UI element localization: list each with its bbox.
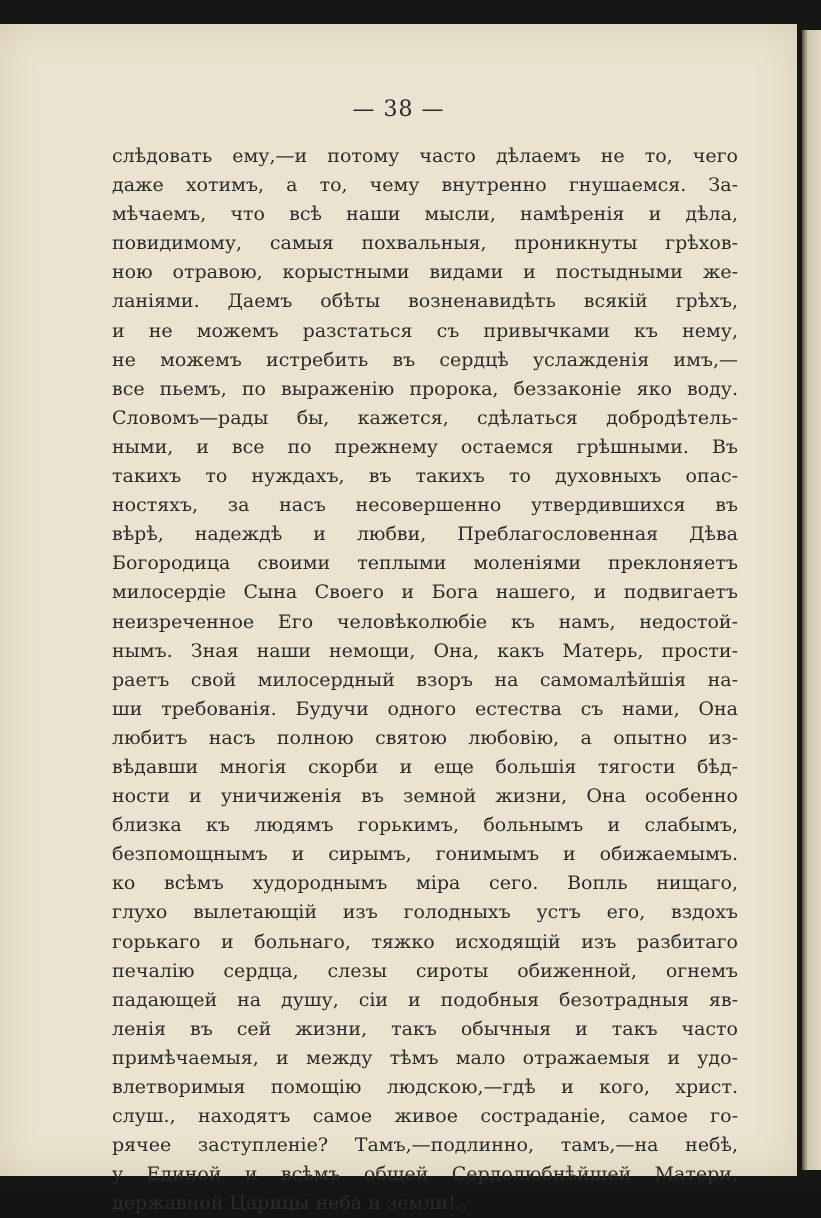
- text-line: ланіями. Даемъ обѣты возненавидѣть всякій грѣхъ,: [112, 290, 738, 313]
- text-line: мѣчаемъ, что всѣ наши мысли, намѣренія и дѣла,: [112, 203, 738, 226]
- text-line: ностяхъ, за насъ несовершенно утвердившихся въ: [112, 494, 738, 517]
- text-line: глухо вылетающій изъ голодныхъ устъ его, вздохъ: [112, 901, 738, 924]
- text-line: раетъ свой милосердный взоръ на самомалѣйшія на-: [112, 668, 738, 691]
- text-line: все пьемъ, по выраженію пророка, беззаконіе яко воду.: [112, 377, 738, 400]
- book-page: [0, 24, 797, 1215]
- text-line: безпомощнымъ и сирымъ, гонимымъ и обижаемымъ.: [112, 843, 738, 866]
- text-line: ленія въ сей жизни, такъ обычныя и такъ часто: [112, 1017, 738, 1040]
- text-line: нымъ. Зная наши немощи, Она, какъ Матерь, прости-: [112, 639, 738, 662]
- text-line: ными, и все по прежнему остаемся грѣшными. Въ: [112, 435, 738, 458]
- page-number: — 38 —: [352, 97, 445, 122]
- text-line: рячее заступленіе? Тамъ,—подлинно, тамъ,—на небѣ,: [112, 1134, 738, 1157]
- text-line: слуш., находятъ самое живое состраданіе, самое го-: [112, 1105, 738, 1128]
- text-line: ши требованія. Будучи одного естества съ нами, Она: [112, 697, 738, 720]
- text-line: и не можемъ разстаться съ привычками къ нему,: [112, 319, 738, 342]
- text-line: вѣдавши многія скорби и еще большія тягости бѣд-: [112, 755, 738, 778]
- text-line: неизреченное Его человѣколюбіе къ намъ, недостой-: [112, 610, 738, 633]
- text-line: Словомъ—рады бы, кажется, сдѣлаться добродѣтель-: [112, 406, 738, 429]
- text-line: ности и уничиженія въ земной жизни, Она особенно: [112, 785, 738, 808]
- text-line: даже хотимъ, а то, чему внутренно гнушаемся. За-: [112, 174, 738, 197]
- text-line: любитъ насъ полною святою любовію, а опытно из-: [112, 726, 738, 749]
- text-line: державной Царицы неба и земли!..: [112, 1192, 468, 1215]
- text-line: вѣрѣ, надеждѣ и любви, Преблагословенная Дѣва: [112, 523, 738, 546]
- text-line: повидимому, самыя похвальныя, проникнуты грѣхов-: [112, 232, 738, 255]
- text-line: Богородица своими теплыми моленіями преклоняетъ: [112, 552, 738, 575]
- text-line: горькаго и больнаго, тяжко исходящій изъ разбитаго: [112, 930, 738, 953]
- text-line: падающей на душу, сіи и подобныя безотрадныя яв-: [112, 988, 738, 1011]
- text-line: такихъ то нуждахъ, въ такихъ то духовныхъ опас-: [112, 465, 738, 488]
- text-line: милосердіе Сына Своего и Бога нашего, и подвигаетъ: [112, 581, 738, 604]
- text-line: ною отравою, корыстными видами и постыдными же-: [112, 261, 738, 284]
- text-line: близка къ людямъ горькимъ, больнымъ и слабымъ,: [112, 814, 738, 837]
- text-line: примѣчаемыя, и между тѣмъ мало отражаемыя и удо-: [112, 1046, 738, 1069]
- text-line: у Единой и всѣмъ общей Сердолюбнѣйшей Матери,: [112, 1163, 738, 1186]
- text-line: влетворимыя помощію людскою,—гдѣ и кого, христ.: [112, 1076, 738, 1098]
- text-line: слѣдовать ему,—и потому часто дѣлаемъ не то, чего: [112, 145, 738, 167]
- text-line: ко всѣмъ худороднымъ міра сего. Вопль нищаго,: [112, 872, 738, 895]
- next-page-edge: [802, 30, 821, 1170]
- body-text: [112, 142, 738, 1218]
- text-line: не можемъ истребить въ сердцѣ услажденія имъ,—: [112, 348, 738, 371]
- text-line: печалію сердца, слезы сироты обиженной, огнемъ: [112, 959, 738, 982]
